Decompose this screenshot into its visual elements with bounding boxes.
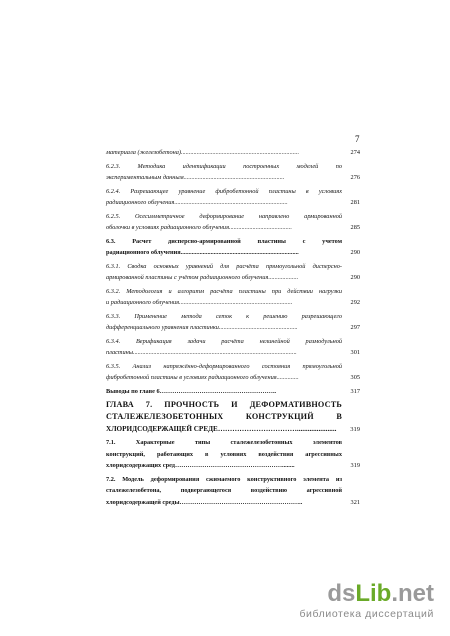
toc-entry: [106, 437, 360, 472]
toc-page-number: 274: [350, 149, 360, 156]
page-number: 7: [355, 134, 360, 144]
toc-entry-title: 7.2. Модель деформирования сжимаемого конструктивного элемента из сталежелезобетона, подвергающегося воздействию агрессивной хлоридсодержащей среды…………………………………………………..: [106, 475, 342, 506]
toc-entry-title: 6.3.4. Верификация задачи расчёта нелинейной размодульной пластины........................................................................................................: [106, 337, 342, 356]
toc-entry: [106, 386, 360, 398]
toc-entry-title: 6.3.1. Сводка основных уравнений для расчёта прямоугольной дисперсно- армированной пластины с учётом радиационного облучения...................: [106, 262, 342, 281]
toc-page-number: 305: [350, 374, 360, 381]
toc-entry: [106, 361, 360, 384]
toc-page-number: 290: [350, 249, 360, 256]
toc-entry: [106, 211, 360, 234]
toc-entry: [106, 399, 360, 435]
toc-page-number: 285: [350, 224, 360, 231]
toc-page-number: 281: [350, 199, 360, 206]
toc-entry: [106, 147, 360, 159]
toc-entry: [106, 286, 360, 309]
toc-page-number: 317: [350, 387, 360, 395]
toc-page-number: 319: [350, 425, 360, 433]
toc-page-number: 321: [350, 498, 360, 506]
watermark-subtitle: библиотека диссертаций: [299, 608, 434, 620]
toc-entry-title: Выводы по главе 6………………………………………………..: [106, 387, 277, 395]
toc-entry: [106, 474, 360, 509]
toc-entry: [106, 161, 360, 184]
toc-entry: [106, 261, 360, 284]
toc-entry: [106, 186, 360, 209]
toc-entry-title: ГЛАВА 7. ПРОЧНОСТЬ И ДЕФОРМАТИВНОСТЬ СТАЛЕЖЕЛЕЗОБЕТОННЫХ КОНСТРУКЦИЙ В ХЛОРИДСОДЕРЖАЩЕЙ СРЕДЕ……………………………......................: [106, 400, 342, 433]
toc-entry-title: 6.2.5. Осесимметричное деформирование направлено армированной оболочки в условиях радиационного облучения........................................: [106, 212, 342, 231]
dslib-logo: dsLib.net: [327, 580, 434, 607]
toc-entry-title: 6.2.3. Методика идентификации построенных моделей по экспериментальным данным................................................................: [106, 162, 342, 181]
toc-entry-title: 6.3.5. Анализ напряжённо-деформированного состояния прямоугольной фибробетонной пластины в условиях радиационного облучения..............: [106, 362, 342, 381]
toc-entry-title: 7.1. Характерные типы сталежелезобетонных элементов конструкций, работающих в условиях воздействия агрессивных хлоридсодержащих сред……………………………………………........: [106, 439, 342, 469]
toc-page-number: 292: [350, 299, 360, 306]
toc-page-number: 301: [350, 349, 360, 356]
toc-entry: [106, 336, 360, 359]
toc-entry-title: 6.3. Расчет дисперсно-армированной пластины с учетом радиационного облучения...........................................................................: [106, 237, 342, 256]
toc-entry-title: 6.3.3. Применение метода сеток к решению разрешающего дифференциального уравнения пластинки..................................................: [106, 312, 342, 331]
toc-entry-title: 6.3.2. Методология и алгоритм расчёта пластины при действии нагрузки и радиационного облучения........................................................................: [106, 287, 342, 306]
toc-entry-title: 6.2.4. Разрешающее уравнение фибробетонной пластины в условиях радиационного облучения........................................................................: [106, 187, 342, 206]
dslib-watermark: [299, 582, 434, 620]
toc-entry: [106, 236, 360, 259]
toc-page-number: 276: [350, 174, 360, 181]
toc-entry-title: материала (железобетона)...........................................................................: [106, 149, 300, 156]
table-of-contents: [106, 147, 360, 510]
toc-page-number: 297: [350, 324, 360, 331]
toc-page-number: 290: [350, 274, 360, 281]
toc-page-number: 319: [350, 462, 360, 469]
toc-entry: [106, 311, 360, 334]
